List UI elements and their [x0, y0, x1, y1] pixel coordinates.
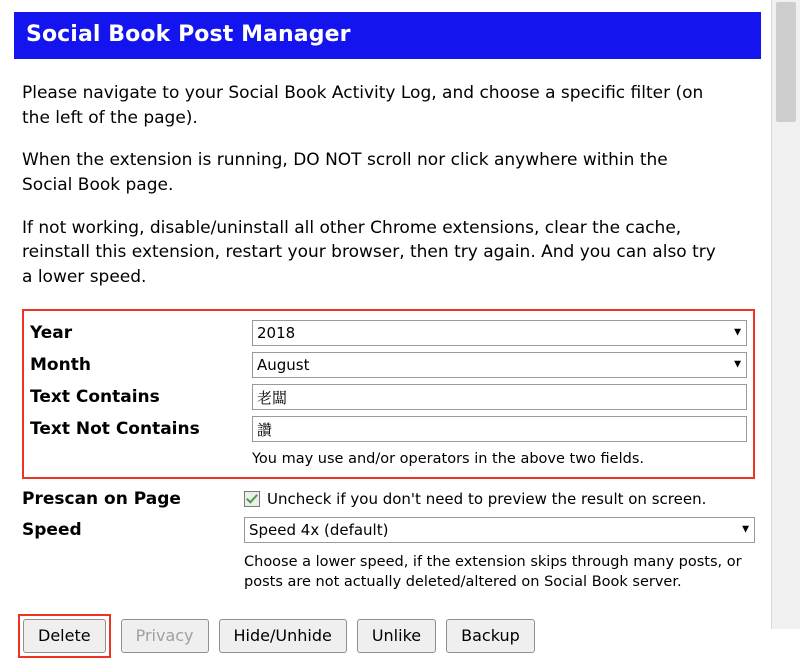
hide-unhide-button[interactable]: Hide/Unhide — [219, 619, 347, 653]
speed-select[interactable] — [244, 517, 755, 543]
options-section — [22, 485, 755, 596]
speed-label: Speed — [22, 520, 82, 541]
chevron-down-icon: ▼ — [742, 524, 749, 535]
privacy-button[interactable]: Privacy — [121, 619, 209, 653]
year-label: Year — [30, 323, 73, 344]
text-contains-row — [30, 381, 747, 413]
chevron-down-icon: ▼ — [734, 359, 741, 370]
month-label: Month — [30, 355, 91, 376]
text-contains-field-cell — [252, 381, 747, 413]
filter-form — [30, 317, 747, 473]
speed-hint: Choose a lower speed, if the extension skips through many posts, or posts are not actually deleted/altered on Social Book server. — [244, 554, 742, 590]
operators-hint-row — [30, 445, 747, 473]
unlike-button[interactable]: Unlike — [357, 619, 436, 653]
prescan-label: Prescan on Page — [22, 489, 181, 510]
month-select[interactable] — [252, 352, 747, 378]
month-row — [30, 349, 747, 381]
speed-row — [22, 513, 755, 547]
filter-panel — [22, 309, 755, 479]
text-not-contains-input[interactable] — [252, 416, 747, 442]
operators-hint: You may use and/or operators in the above two fields. — [252, 451, 644, 468]
page-title: Social Book Post Manager — [14, 12, 761, 59]
text-not-contains-field-cell — [252, 413, 747, 445]
prescan-checkbox[interactable] — [244, 491, 260, 507]
year-row — [30, 317, 747, 349]
month-field-cell — [252, 349, 747, 381]
chevron-down-icon: ▼ — [734, 327, 741, 338]
options-form — [22, 485, 755, 596]
page-scrollbar[interactable] — [771, 0, 800, 629]
text-not-contains-label: Text Not Contains — [30, 419, 200, 440]
backup-button[interactable]: Backup — [446, 619, 535, 653]
delete-button[interactable]: Delete — [23, 619, 106, 653]
scrollbar-thumb[interactable] — [776, 2, 796, 122]
speed-field-cell — [244, 513, 755, 547]
intro-paragraph-3: If not working, disable/uninstall all other Chrome extensions, clear the cache, reinstall this extension, restart your browser, then try again. And you can also try a lower speed. — [22, 217, 716, 287]
intro-paragraph-2: When the extension is running, DO NOT scroll nor click anywhere within the Social Book page. — [22, 150, 668, 195]
text-contains-label: Text Contains — [30, 387, 160, 408]
year-field-cell — [252, 317, 747, 349]
year-select[interactable] — [252, 320, 747, 346]
text-not-contains-row — [30, 413, 747, 445]
prescan-field-cell — [244, 485, 755, 513]
text-contains-input[interactable] — [252, 384, 747, 410]
speed-hint-row — [22, 547, 755, 596]
popup-content — [0, 81, 771, 658]
intro-paragraph-1: Please navigate to your Social Book Activity Log, and choose a specific filter (on the left of the page). — [22, 83, 704, 128]
delete-button-wrapper — [18, 614, 111, 658]
prescan-row — [22, 485, 755, 513]
action-buttons — [22, 614, 755, 658]
prescan-checkbox-label: Uncheck if you don't need to preview the result on screen. — [267, 490, 707, 509]
